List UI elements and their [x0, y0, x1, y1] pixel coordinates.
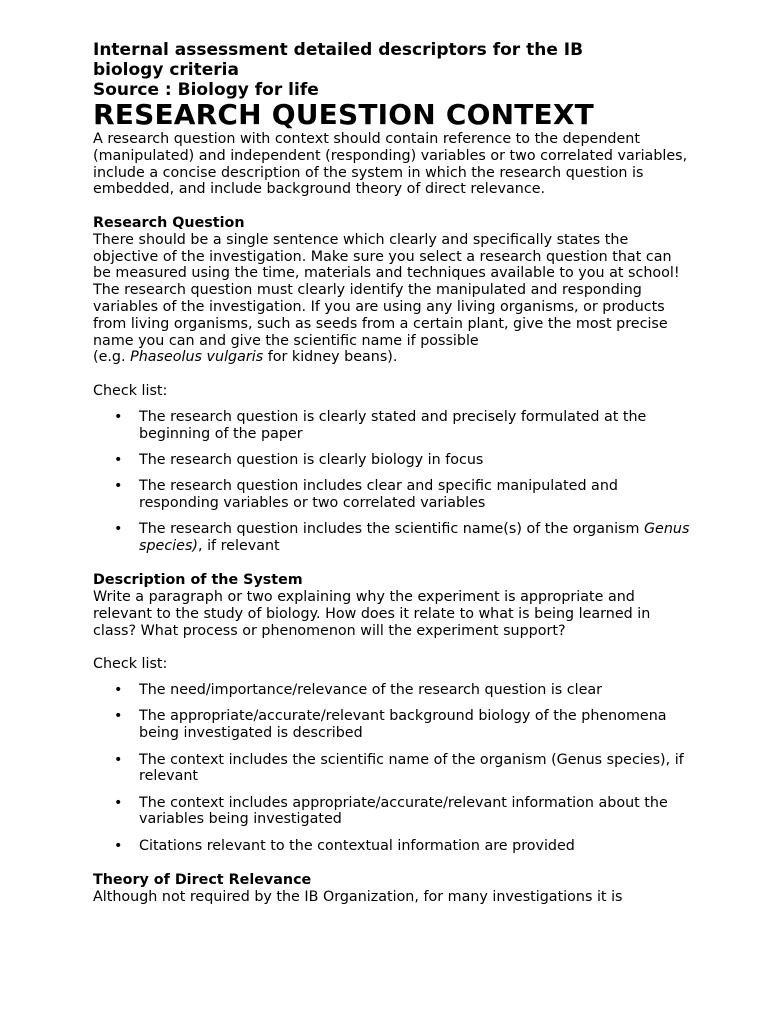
genus-species-text: Genus species) [139, 521, 690, 555]
spacer [93, 564, 693, 572]
spacer [93, 640, 693, 657]
bullet-icon: • [114, 708, 123, 725]
rq-checklist [93, 409, 693, 555]
list-item [93, 795, 693, 829]
spacer [93, 864, 693, 872]
description-heading: Description of the System [93, 572, 303, 589]
list-item-text: The appropriate/accurate/relevant background biology of the phenomena being investigated is described [139, 708, 667, 742]
source-line: Source : Biology for life [93, 80, 319, 100]
example-suffix: for kidney beans). [263, 349, 398, 366]
list-item [93, 521, 693, 555]
bullet-icon: • [114, 794, 123, 811]
document-title [93, 40, 693, 100]
bullet-icon: • [114, 682, 123, 699]
rq-checklist-label: Check list: [93, 382, 168, 399]
list-item-text: The research question includes clear and specific manipulated and responding variables or two correlated variables [139, 478, 618, 511]
list-item-text: The need/importance/relevance of the research question is clear [139, 682, 603, 699]
scientific-name-example: Phaseolus vulgaris [130, 349, 264, 366]
list-item-text: The research question is clearly stated and precisely formulated at the beginning of the paper [139, 408, 647, 442]
list-item [93, 752, 693, 786]
description-checklist-label: Check list: [93, 656, 168, 673]
title-line-2: biology criteria [93, 60, 239, 80]
theory-heading: Theory of Direct Relevance [93, 871, 312, 888]
list-item [93, 452, 693, 469]
main-heading: RESEARCH QUESTION CONTEXT [93, 98, 594, 131]
theory-body: Although not required by the IB Organization, for many investigations it is [93, 888, 623, 905]
list-item-text: The research question is clearly biology in focus [139, 451, 484, 468]
list-item-text: The research question includes the scientific name(s) of the organism [139, 521, 644, 538]
bullet-icon: • [114, 478, 123, 495]
list-item [93, 708, 693, 742]
example-prefix: (e.g. [93, 349, 131, 366]
bullet-icon: • [114, 751, 123, 768]
research-question-heading: Research Question [93, 214, 245, 231]
list-item [93, 682, 693, 699]
list-item [93, 838, 693, 855]
title-line-1: Internal assessment detailed descriptors for the IB [93, 40, 584, 60]
bullet-icon: • [114, 521, 123, 538]
description-checklist [93, 682, 693, 854]
list-item-suffix: , if relevant [197, 538, 280, 555]
list-item-text: The context includes appropriate/accurate/relevant information about the variables being investigated [139, 794, 668, 828]
list-item-text: The context includes the scientific name of the organism (Genus species), if relevant [139, 751, 684, 785]
list-item [93, 409, 693, 443]
research-question-text: There should be a single sentence which clearly and specifically states the objective of the investigation. Make sure you select a research question that can be measured using the time, materials and techniques available to you at school! The research question must clearly identify the manipulated and responding variables of the investigation. If you are using any living organisms, or products from living organisms, such as seeds from a certain plant, give the most precise name you can and give the scientific name if possible [93, 231, 680, 349]
bullet-icon: • [114, 451, 123, 468]
intro-paragraph: A research question with context should contain reference to the dependent (manipulated) and independent (responding) variables or two correlated variables, include a concise description of the system in which the research question is embedded, and include background theory of direct relevance. [93, 131, 688, 198]
document-page [93, 40, 693, 906]
list-item [93, 478, 693, 512]
list-item-text: Citations relevant to the contextual information are provided [139, 837, 575, 854]
bullet-icon: • [114, 408, 123, 425]
description-body: Write a paragraph or two explaining why the experiment is appropriate and relevant to the study of biology. How does it relate to what is being learned in class? What process or phenomenon will the experiment support? [93, 589, 651, 639]
bullet-icon: • [114, 837, 123, 854]
spacer [93, 366, 693, 383]
research-question-body [93, 232, 693, 366]
spacer [93, 198, 693, 215]
